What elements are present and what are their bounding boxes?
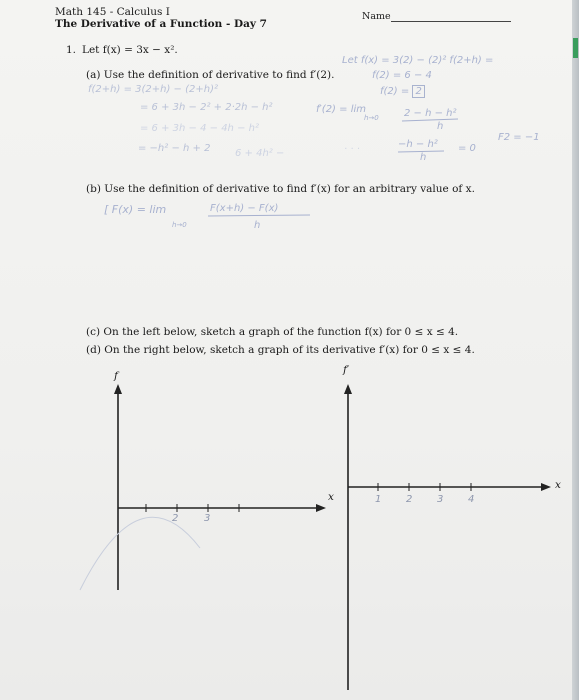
hw-a-answer-box: 2 <box>412 85 424 98</box>
problem-number: 1. <box>66 44 77 56</box>
hw-a-right-5-num: −h − h² <box>398 139 438 150</box>
left-y-arrow-icon <box>114 384 122 394</box>
hw-fraction-bar-2 <box>398 151 444 152</box>
right-tick-label-4: 4 <box>468 494 475 505</box>
right-tick-label-2: 2 <box>406 494 413 505</box>
hw-b-line-1-sub: h→0 <box>172 221 187 229</box>
problem-statement: Let f(x) = 3x − x². <box>82 44 178 56</box>
hw-a-right-3-label: f(2) = <box>380 86 410 97</box>
left-x-label: x <box>328 491 334 503</box>
left-graph[interactable] <box>80 384 326 590</box>
right-graph[interactable] <box>344 384 551 690</box>
hw-a-faint-mark: · · · <box>344 144 360 155</box>
name-label: Name <box>362 11 391 22</box>
right-y-label: f′ <box>343 364 350 376</box>
hw-a-line-2: = 6 + 3h − 2² + 2·2h − h² <box>140 102 273 113</box>
hw-a-right-5-eq: = 0 <box>458 143 476 154</box>
hw-fraction-bar-1 <box>402 119 458 121</box>
hw-b-line-1: [ F(x) = lim <box>104 203 167 216</box>
hw-a-right-4: f′(2) = lim <box>316 104 366 115</box>
right-x-label: x <box>555 479 561 491</box>
right-tick-label-3: 3 <box>437 494 444 505</box>
part-b-prompt: (b) Use the definition of derivative to find f′(x) for an arbitrary value of x. <box>86 183 475 195</box>
hw-a-line-5: 6 + 4h² − <box>235 148 285 159</box>
hw-a-margin-note: F2 = −1 <box>498 132 540 143</box>
hw-a-line-4: = −h² − h + 2 <box>138 143 211 154</box>
part-c-prompt: (c) On the left below, sketch a graph of the function f(x) for 0 ≤ x ≤ 4. <box>86 326 459 338</box>
course-label: Math 145 - Calculus I <box>55 6 170 18</box>
hw-a-line-1: f(2+h) = 3(2+h) − (2+h)² <box>88 84 219 95</box>
hw-b-numerator: F(x+h) − F(x) <box>210 203 279 214</box>
part-a-prompt: (a) Use the definition of derivative to find f′(2). <box>86 69 335 81</box>
right-x-arrow-icon <box>541 483 551 491</box>
hw-a-right-4-den: h <box>437 121 444 132</box>
hw-a-line-3: = 6 + 3h − 4 − 4h − h² <box>140 123 259 134</box>
hw-b-denominator: h <box>254 220 261 231</box>
right-tick-label-1: 1 <box>375 494 382 505</box>
left-y-label: f <box>114 370 118 382</box>
part-d-prompt: (d) On the right below, sketch a graph of its derivative f′(x) for 0 ≤ x ≤ 4. <box>86 344 475 356</box>
hw-a-right-1: Let f(x) = 3(2) − (2)² f(2+h) = <box>342 55 494 66</box>
hw-a-right-5-den: h <box>420 152 427 163</box>
left-x-arrow-icon <box>316 504 326 512</box>
hw-a-right-4-num: 2 − h − h² <box>404 108 457 119</box>
left-tick-label-3: 3 <box>204 513 211 524</box>
left-pencil-sketch <box>80 517 200 590</box>
hw-a-right-2: f(2) = 6 − 4 <box>372 70 432 81</box>
right-y-arrow-icon <box>344 384 352 394</box>
left-tick-label-2: 2 <box>172 513 179 524</box>
hw-a-right-4-sub: h→0 <box>364 114 379 122</box>
page-title: The Derivative of a Function - Day 7 <box>55 18 267 30</box>
hw-b-fraction-bar <box>208 215 310 216</box>
